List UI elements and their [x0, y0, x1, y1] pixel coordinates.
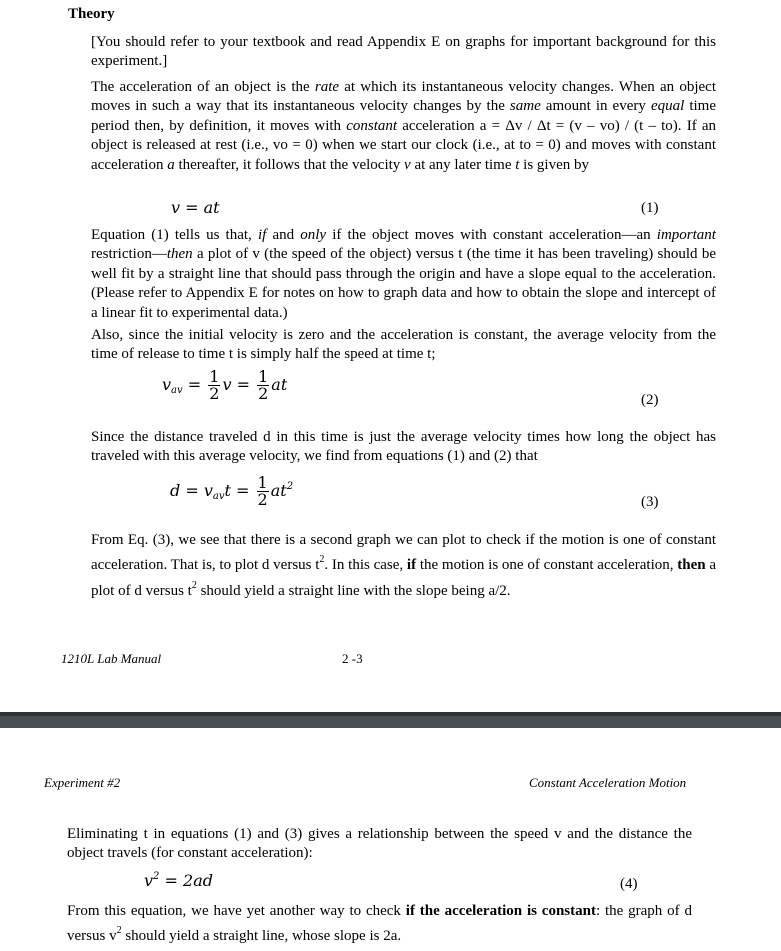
second-graph-paragraph: From Eq. (3), we see that there is a second graph we can plot to check if the motion is one of constant acceleration. That is, to plot d versus $t^2$. In this case, if the motion is one of constant acceleration, then a plot of d versus $t^2$ should yield a straight line with the slope being a/2. [91, 532, 717, 599]
header-experiment: Experiment #2 [44, 775, 121, 790]
footer-manual-title: 1210L Lab Manual [61, 651, 162, 666]
equation-2: $v_{av}$ = $\frac{1}{2}$ v = $\frac{1}{2}$ at [162, 367, 288, 403]
header-section-title: Constant Acceleration Motion [529, 775, 687, 790]
equation-4: $v^2 = 2ad$ [144, 871, 213, 890]
distance-paragraph: Since the distance traveled d in this time is just the average velocity times how long the object has traveled with this average velocity, we find from equations (1) and (2) that [91, 429, 716, 465]
equation-2-number: (2) [641, 392, 659, 408]
theory-heading: Theory [68, 6, 115, 22]
average-velocity-paragraph: Also, since the initial velocity is zero and the acceleration is constant, the average velocity from the time of release to time t is simply half the speed at time t; [91, 327, 716, 363]
page-divider-shadow [0, 712, 781, 716]
footer-page-number: 2 -3 [342, 651, 363, 666]
equation-1-paragraph: Equation (1) tells us that, if and only if the object moves with constant acceleration—an important restriction—then a plot of v (the speed of the object) versus t (the time it has been traveling) should be well fit by a straight line that should pass through the origin and have a slope equal to the acceleration. (Please refer to Appendix E for notes on how to graph data and how to obtain the slope and intercept of a linear fit to experimental data.) [91, 227, 716, 321]
constant-check-paragraph: From this equation, we have yet another way to check if the acceleration is constant: the graph of d versus $v^2$ should yield a straight line, whose slope is 2a. [67, 903, 692, 945]
eliminating-paragraph: Eliminating t in equations (1) and (3) gives a relationship between the speed v and the distance the object travels (for constant acceleration): [67, 826, 692, 862]
intro-paragraph: [You should refer to your textbook and read Appendix E on graphs for important background for this experiment.] [91, 34, 716, 70]
equation-1-number: (1) [641, 200, 659, 216]
equation-3: $d = v_{av}t$ = $\frac{1}{2}$ $at^2$ [170, 473, 294, 509]
equation-4-number: (4) [620, 876, 638, 892]
equation-1: v = at [171, 198, 220, 217]
acceleration-paragraph: The acceleration of an object is the rate at which its instantaneous velocity changes. When an object moves in such a way that its instantaneous velocity changes by the same amount in every equal time period then, by definition, it moves with constant acceleration a = Δv / Δt = (v – vo) / (t – to). If an object is released at rest (i.e., vo = 0) when we start our clock (i.e., at to = 0) and moves with constant acceleration a thereafter, it follows that the velocity v at any later time t is given by [91, 79, 716, 173]
equation-3-number: (3) [641, 494, 659, 510]
